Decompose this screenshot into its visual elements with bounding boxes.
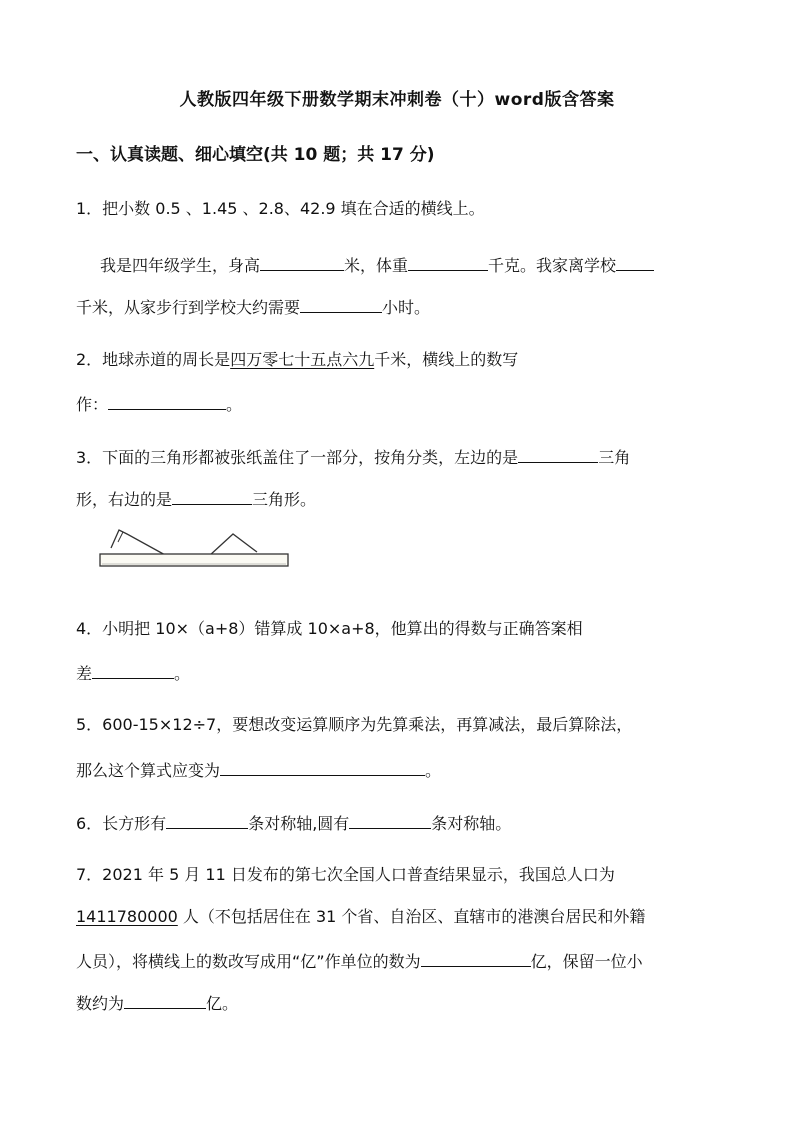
answer-blank[interactable]	[260, 252, 344, 271]
answer-blank[interactable]	[92, 660, 174, 679]
question-5-text: 。	[425, 761, 442, 780]
answer-blank[interactable]	[408, 252, 488, 271]
page-title: 人教版四年级下册数学期末冲刺卷（十）word版含答案	[179, 90, 615, 110]
question-2-text: 千米，横线上的数写	[374, 350, 519, 369]
question-7-text: 亿，保留一位小	[530, 952, 643, 971]
answer-blank[interactable]	[108, 391, 226, 410]
answer-blank[interactable]	[172, 486, 252, 505]
question-1-text: 1．把小数 0.5 、1.45 、2.8、42.9 填在合适的横线上。	[76, 199, 485, 218]
right-angle-mark	[118, 532, 123, 542]
question-1-line-3	[76, 294, 430, 319]
underlined-number-words: 四万零七十五点六九	[230, 350, 375, 369]
question-3-line-1	[76, 444, 630, 469]
question-7-line-2	[76, 906, 645, 928]
question-7-line-3	[76, 948, 643, 973]
question-3-text: 三角形。	[252, 490, 317, 509]
question-7-text: 人（不包括居住在 31 个省、自治区、直辖市的港澳台居民和外籍	[182, 907, 646, 926]
question-7-line-4	[76, 990, 238, 1015]
answer-blank[interactable]	[166, 810, 248, 829]
answer-blank[interactable]	[300, 294, 382, 313]
question-7-text: 7．2021 年 5 月 11 日发布的第七次全国人口普查结果显示，我国总人口为	[76, 865, 615, 884]
question-1-line-2	[100, 252, 654, 277]
question-5-text: 5．600-15×12÷7，要想改变运算顺序为先算乘法，再算减法，最后算除法，	[76, 715, 633, 734]
question-6-text: 6．长方形有	[76, 814, 167, 833]
question-3-text: 形，右边的是	[76, 490, 173, 509]
question-7-line-1	[76, 864, 615, 886]
question-2-text: 作：	[76, 395, 109, 414]
question-2-line-2	[76, 391, 242, 416]
underlined-population-number: 1411780000	[76, 907, 178, 926]
left-triangle-shape	[111, 530, 167, 556]
covered-triangles-figure	[97, 528, 292, 568]
question-5-line-1	[76, 714, 632, 736]
question-1-text: 小时。	[382, 298, 431, 317]
answer-blank[interactable]	[220, 757, 425, 776]
question-2-line-1	[76, 349, 518, 371]
question-1-text: 我是四年级学生，身高	[100, 256, 261, 275]
question-4-text: 4．小明把 10×（a+8）错算成 10×a+8，他算出的得数与正确答案相	[76, 619, 583, 638]
question-2-text: 2．地球赤道的周长是	[76, 350, 231, 369]
question-6-text: 条对称轴。	[431, 814, 512, 833]
question-3-line-2	[76, 486, 316, 511]
question-7-text: 人员），将横线上的数改写成用“亿”作单位的数为	[76, 952, 421, 971]
question-3-text: 三角	[598, 448, 631, 467]
answer-blank[interactable]	[124, 990, 206, 1009]
question-4-text: 差	[76, 664, 93, 683]
question-1-line-1	[76, 198, 485, 220]
answer-blank[interactable]	[518, 444, 598, 463]
question-7-text: 亿。	[206, 994, 239, 1013]
section-heading: 一、认真读题、细心填空(共 10 题；共 17 分)	[76, 145, 435, 165]
question-6-text: 条对称轴,圆有	[248, 814, 350, 833]
question-6-line-1	[76, 810, 511, 835]
answer-blank[interactable]	[349, 810, 431, 829]
right-triangle-shape	[209, 534, 257, 556]
question-4-line-2	[76, 660, 190, 685]
question-7-text: 数约为	[76, 994, 125, 1013]
answer-blank[interactable]	[616, 252, 654, 271]
question-1-text: 千克。我家离学校	[488, 256, 617, 275]
answer-blank[interactable]	[421, 948, 531, 967]
question-4-line-1	[76, 618, 583, 640]
question-4-text: 。	[174, 664, 191, 683]
question-5-line-2	[76, 757, 441, 782]
question-2-text: 。	[226, 395, 243, 414]
question-3-text: 3．下面的三角形都被张纸盖住了一部分，按角分类，左边的是	[76, 448, 519, 467]
question-1-text: 米，体重	[344, 256, 409, 275]
question-5-text: 那么这个算式应变为	[76, 761, 221, 780]
question-1-text: 千米，从家步行到学校大约需要	[76, 298, 301, 317]
